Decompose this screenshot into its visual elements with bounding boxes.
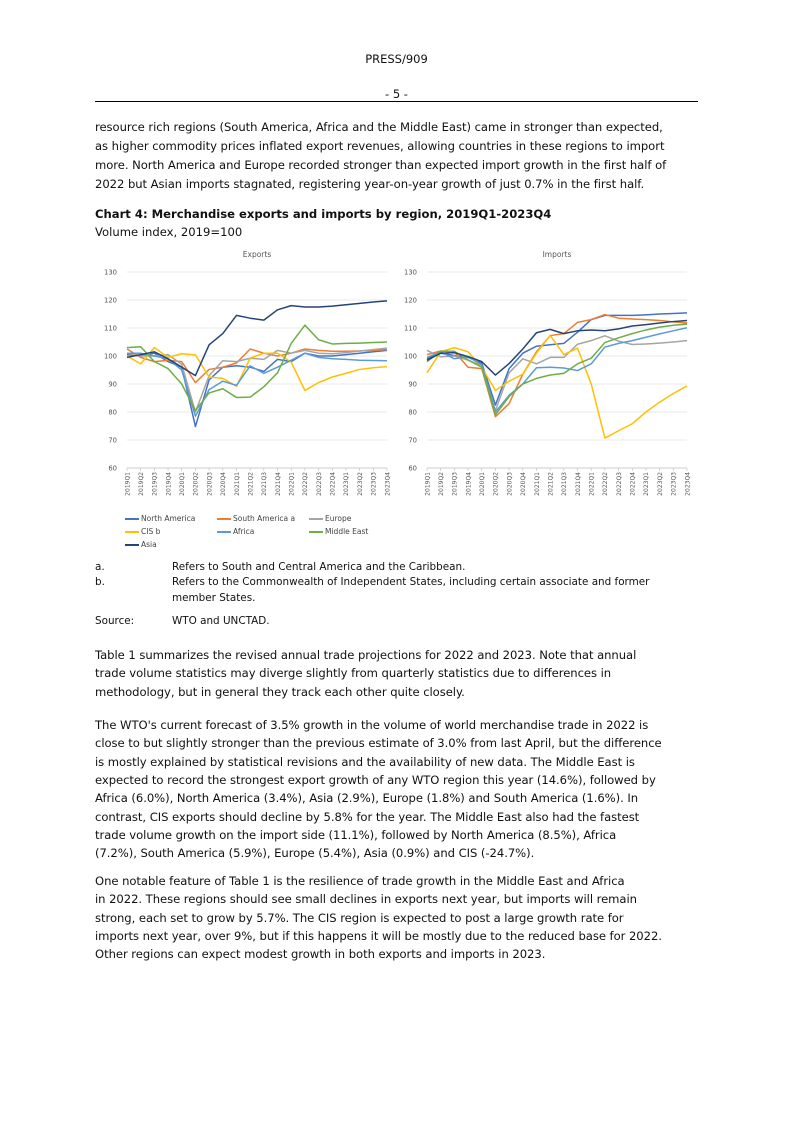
x-tick-label: 2020Q4 xyxy=(220,472,228,496)
footnote-a-mark: a. xyxy=(95,561,105,573)
document-id: PRESS/909 xyxy=(365,52,428,66)
legend-swatch xyxy=(125,544,139,546)
x-tick-label: 2022Q2 xyxy=(602,472,610,496)
x-tick-label: 2021Q2 xyxy=(547,472,555,496)
y-tick-label: 70 xyxy=(108,436,117,445)
footnote-a-text: Refers to South and Central America and the Caribbean. xyxy=(172,561,466,573)
legend-item xyxy=(125,527,160,536)
chart-panel-title: Imports xyxy=(542,250,572,259)
x-tick-label: 2022Q3 xyxy=(615,472,623,496)
source-text: WTO and UNCTAD. xyxy=(172,615,270,627)
x-tick-label: 2023Q2 xyxy=(656,472,664,496)
source-label: Source: xyxy=(95,615,135,627)
paragraph-line: is mostly explained by statistical revisions and the availability of new data. The Middle East is xyxy=(95,754,635,769)
x-tick-label: 2020Q3 xyxy=(206,472,214,496)
chart-panel-title: Exports xyxy=(242,250,272,259)
y-tick-label: 100 xyxy=(404,352,417,361)
legend-swatch xyxy=(125,518,139,520)
legend-item xyxy=(125,514,195,523)
legend-label: CIS b xyxy=(141,527,161,536)
x-tick-label: 2020Q4 xyxy=(520,472,528,496)
legend-item xyxy=(217,514,295,523)
legend-item xyxy=(125,540,157,549)
y-tick-label: 110 xyxy=(104,324,117,333)
legend-item xyxy=(217,527,254,536)
x-tick-label: 2021Q1 xyxy=(233,472,241,496)
chart-subtitle: Volume index, 2019=100 xyxy=(95,225,243,239)
x-tick-label: 2022Q2 xyxy=(302,472,310,496)
x-tick-label: 2019Q4 xyxy=(465,472,473,496)
legend-label: North America xyxy=(141,514,196,523)
x-tick-label: 2020Q1 xyxy=(479,472,487,496)
legend-swatch xyxy=(125,531,139,533)
series-line-africa xyxy=(427,328,687,412)
y-tick-label: 130 xyxy=(404,268,417,277)
legend-swatch xyxy=(217,531,231,533)
legend-label: Middle East xyxy=(325,527,369,536)
x-tick-label: 2019Q2 xyxy=(137,472,145,496)
paragraph-line: as higher commodity prices inflated export revenues, allowing countries in these regions to import xyxy=(95,139,665,153)
x-tick-label: 2021Q3 xyxy=(261,472,269,496)
x-tick-label: 2019Q1 xyxy=(424,472,432,496)
x-tick-label: 2022Q4 xyxy=(629,472,637,496)
x-tick-label: 2020Q2 xyxy=(492,472,500,496)
y-tick-label: 80 xyxy=(408,408,417,417)
series-line-middle-east xyxy=(427,324,687,415)
x-tick-label: 2021Q4 xyxy=(274,472,282,496)
x-tick-label: 2019Q4 xyxy=(165,472,173,496)
y-tick-label: 80 xyxy=(108,408,117,417)
x-tick-label: 2022Q1 xyxy=(588,472,596,496)
paragraph-line: in 2022. These regions should see small declines in exports next year, but imports will remain xyxy=(95,892,637,907)
paragraph-line: (7.2%), South America (5.9%), Europe (5.4%), Asia (0.9%) and CIS (-24.7%). xyxy=(95,846,535,861)
legend-swatch xyxy=(217,518,231,520)
chart-title: Chart 4: Merchandise exports and imports by region, 2019Q1-2023Q4 xyxy=(95,207,552,221)
series-line-asia xyxy=(427,320,687,375)
page-number: - 5 - xyxy=(385,87,408,101)
footnote-b-text: Refers to the Commonwealth of Independent States, including certain associate and former xyxy=(172,576,650,588)
legend-swatch xyxy=(309,518,323,520)
x-tick-label: 2020Q1 xyxy=(179,472,187,496)
legend-label: Africa xyxy=(233,527,255,536)
x-tick-label: 2023Q1 xyxy=(643,472,651,496)
legend-label: Asia xyxy=(141,540,157,549)
y-tick-label: 60 xyxy=(108,464,117,473)
paragraph-line: imports next year, over 9%, but if this happens it will be mostly due to the reduced base for 2022. xyxy=(95,928,662,943)
legend-label: Europe xyxy=(325,514,352,523)
y-tick-label: 90 xyxy=(408,380,417,389)
x-tick-label: 2022Q1 xyxy=(288,472,296,496)
x-tick-label: 2019Q2 xyxy=(437,472,445,496)
series-line-middle-east xyxy=(127,325,387,410)
footnote-b-mark: b. xyxy=(95,576,105,588)
y-tick-label: 120 xyxy=(104,296,117,305)
y-tick-label: 70 xyxy=(408,436,417,445)
legend-item xyxy=(309,514,351,523)
x-tick-label: 2020Q3 xyxy=(506,472,514,496)
x-tick-label: 2021Q4 xyxy=(574,472,582,496)
header-rule xyxy=(95,101,698,102)
y-tick-label: 90 xyxy=(108,380,117,389)
paragraph-line: 2022 but Asian imports stagnated, registering year-on-year growth of just 0.7% in the first half. xyxy=(95,177,645,191)
legend-item xyxy=(309,527,368,536)
paragraph-line: trade volume growth on the import side (11.1%), followed by North America (8.5%), Africa xyxy=(95,827,617,842)
paragraph-line: contrast, CIS exports should decline by 5.8% for the year. The Middle East also had the fastest xyxy=(95,809,640,824)
y-tick-label: 110 xyxy=(404,324,417,333)
y-tick-label: 120 xyxy=(404,296,417,305)
x-tick-label: 2022Q3 xyxy=(315,472,323,496)
x-tick-label: 2023Q4 xyxy=(684,472,692,496)
paragraph-line: Africa (6.0%), North America (3.4%), Asia (2.9%), Europe (1.8%) and South America (1.6%). In xyxy=(95,791,639,806)
x-tick-label: 2023Q3 xyxy=(370,472,378,496)
x-tick-label: 2019Q1 xyxy=(124,472,132,496)
exports-chart xyxy=(90,245,400,515)
x-tick-label: 2023Q1 xyxy=(343,472,351,496)
y-tick-label: 130 xyxy=(104,268,117,277)
y-tick-label: 100 xyxy=(104,352,117,361)
legend-swatch xyxy=(309,531,323,533)
series-line-asia xyxy=(127,301,387,376)
x-tick-label: 2019Q3 xyxy=(451,472,459,496)
series-line-africa xyxy=(127,353,387,416)
paragraph-line: methodology, but in general they track each other quite closely. xyxy=(95,684,465,699)
series-line-cis-b xyxy=(427,335,687,438)
footnote-b-text-cont: member States. xyxy=(172,592,256,604)
x-tick-label: 2023Q2 xyxy=(356,472,364,496)
paragraph-line: Other regions can expect modest growth in both exports and imports in 2023. xyxy=(95,947,546,962)
paragraph-line: One notable feature of Table 1 is the resilience of trade growth in the Middle East and Africa xyxy=(95,874,625,888)
imports-chart xyxy=(400,245,710,515)
x-tick-label: 2021Q1 xyxy=(533,472,541,496)
y-tick-label: 60 xyxy=(408,464,417,473)
paragraph-line: more. North America and Europe recorded stronger than expected import growth in the first half of xyxy=(95,158,667,172)
paragraph-line: strong, each set to grow by 5.7%. The CIS region is expected to post a large growth rate for xyxy=(95,910,624,925)
x-tick-label: 2021Q2 xyxy=(247,472,255,496)
x-tick-label: 2021Q3 xyxy=(561,472,569,496)
x-tick-label: 2023Q4 xyxy=(384,472,392,496)
paragraph-line: resource rich regions (South America, Africa and the Middle East) came in stronger than expected, xyxy=(95,120,663,134)
series-line-europe xyxy=(427,336,687,411)
legend-label: South America a xyxy=(233,514,296,523)
x-tick-label: 2020Q2 xyxy=(192,472,200,496)
x-tick-label: 2022Q4 xyxy=(329,472,337,496)
series-line-north-america xyxy=(127,350,387,426)
paragraph-line: Table 1 summarizes the revised annual trade projections for 2022 and 2023. Note that annual xyxy=(95,648,637,662)
x-tick-label: 2019Q3 xyxy=(151,472,159,496)
paragraph-line: The WTO's current forecast of 3.5% growth in the volume of world merchandise trade in 2022 is xyxy=(95,718,649,732)
x-tick-label: 2023Q3 xyxy=(670,472,678,496)
paragraph-line: expected to record the strongest export growth of any WTO region this year (14.6%), followed by xyxy=(95,772,656,787)
paragraph-line: close to but slightly stronger than the previous estimate of 3.0% from last April, but the difference xyxy=(95,736,662,751)
paragraph-line: trade volume statistics may diverge slightly from quarterly statistics due to differences in xyxy=(95,666,612,681)
